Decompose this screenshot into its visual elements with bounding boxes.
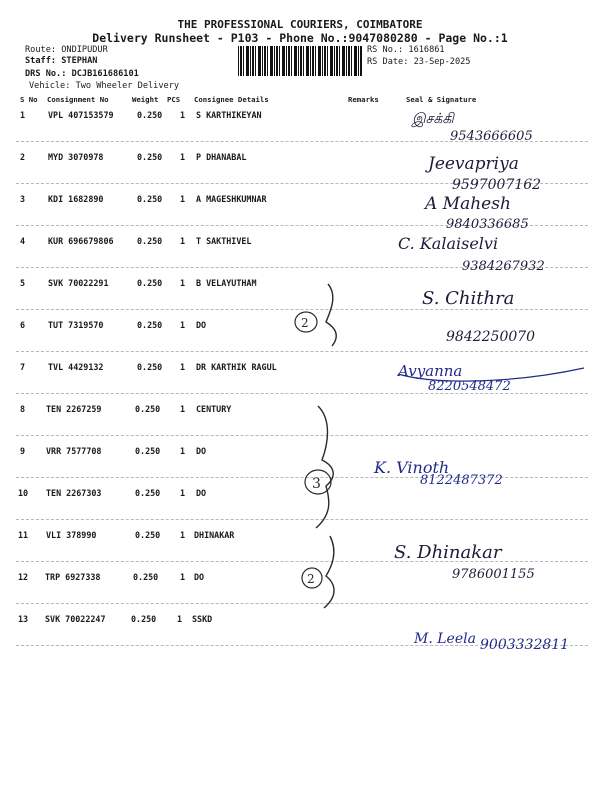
row-consignment: KUR 696679806 bbox=[48, 236, 114, 246]
count-mark-1: 2 bbox=[301, 316, 309, 330]
signature-3-name: A Mahesh bbox=[425, 194, 511, 214]
row-pcs: 1 bbox=[180, 530, 186, 540]
vehicle-label: Vehicle: Two Wheeler Delivery bbox=[29, 81, 180, 91]
row-divider bbox=[16, 351, 588, 352]
col-weight: Weight bbox=[132, 95, 159, 104]
row-weight: 0.250 bbox=[137, 362, 163, 372]
row-pcs: 1 bbox=[180, 362, 186, 372]
col-consignment: Consignment No bbox=[47, 95, 109, 104]
row-sno: 10 bbox=[18, 488, 29, 498]
row-pcs: 1 bbox=[180, 488, 186, 498]
signature-6-phone: 8220548472 bbox=[428, 379, 511, 394]
row-pcs: 1 bbox=[180, 236, 186, 246]
row-sno: 8 bbox=[20, 404, 26, 414]
route-label: Route: ONDIPUDUR bbox=[25, 45, 108, 55]
signature-5-name: S. Chithra bbox=[422, 288, 515, 309]
row-consignee: A MAGESHKUMNAR bbox=[196, 194, 267, 204]
row-pcs: 1 bbox=[180, 320, 186, 330]
col-consignee: Consignee Details bbox=[194, 95, 269, 104]
row-weight: 0.250 bbox=[137, 320, 163, 330]
row-weight: 0.250 bbox=[135, 446, 161, 456]
row-divider bbox=[16, 309, 588, 310]
barcode bbox=[238, 46, 362, 76]
row-weight: 0.250 bbox=[137, 110, 163, 120]
row-pcs: 1 bbox=[180, 110, 186, 120]
row-divider bbox=[16, 561, 588, 562]
row-weight: 0.250 bbox=[131, 614, 157, 624]
row-consignee: DO bbox=[196, 488, 207, 498]
row-consignment: SVK 70022291 bbox=[48, 278, 109, 288]
rs-number: RS No.: 1616861 bbox=[367, 45, 445, 55]
row-consignee: DO bbox=[194, 572, 205, 582]
signature-2-phone: 9597007162 bbox=[452, 177, 542, 193]
table-row bbox=[0, 484, 600, 526]
signature-5-phone: 9842250070 bbox=[446, 329, 536, 345]
signature-3-phone: 9840336685 bbox=[446, 217, 529, 232]
row-pcs: 1 bbox=[180, 446, 186, 456]
signature-9-phone: 9003332811 bbox=[480, 637, 570, 653]
row-consignee: DR KARTHIK RAGUL bbox=[196, 362, 277, 372]
signature-2-name: Jeevapriya bbox=[428, 154, 519, 174]
row-pcs: 1 bbox=[180, 278, 186, 288]
table-row bbox=[0, 442, 600, 484]
col-sno: S No bbox=[20, 95, 38, 104]
count-mark-3: 2 bbox=[307, 572, 315, 586]
row-consignment: TRP 6927338 bbox=[45, 572, 101, 582]
row-sno: 9 bbox=[20, 446, 26, 456]
row-weight: 0.250 bbox=[137, 236, 163, 246]
row-weight: 0.250 bbox=[137, 278, 163, 288]
drs-number: DRS No.: DCJB161686101 bbox=[25, 69, 139, 79]
row-consignment: TUT 7319570 bbox=[48, 320, 104, 330]
company-title: THE PROFESSIONAL COURIERS, COIMBATORE bbox=[177, 18, 423, 31]
signature-1-name: இசக்கி bbox=[412, 111, 454, 127]
row-sno: 1 bbox=[20, 110, 26, 120]
row-consignee: DHINAKAR bbox=[194, 530, 235, 540]
row-sno: 11 bbox=[18, 530, 29, 540]
row-consignment: TVL 4429132 bbox=[48, 362, 104, 372]
row-consignment: VPL 407153579 bbox=[48, 110, 114, 120]
row-sno: 3 bbox=[20, 194, 26, 204]
row-sno: 4 bbox=[20, 236, 26, 246]
row-pcs: 1 bbox=[177, 614, 183, 624]
table-row bbox=[0, 526, 600, 568]
signature-1-phone: 9543666605 bbox=[450, 129, 533, 144]
row-pcs: 1 bbox=[180, 404, 186, 414]
row-consignment: VLI 378990 bbox=[46, 530, 97, 540]
row-sno: 12 bbox=[18, 572, 29, 582]
row-consignment: SVK 70022247 bbox=[45, 614, 106, 624]
row-consignee: SSKD bbox=[192, 614, 213, 624]
col-seal-signature: Seal & Signature bbox=[406, 95, 477, 104]
row-consignment: KDI 1682890 bbox=[48, 194, 104, 204]
col-pcs: PCS bbox=[167, 95, 181, 104]
row-divider bbox=[16, 603, 588, 604]
signature-6-name: Avyanna bbox=[398, 362, 463, 380]
row-weight: 0.250 bbox=[133, 572, 159, 582]
row-sno: 7 bbox=[20, 362, 26, 372]
count-mark-2: 3 bbox=[312, 476, 321, 492]
signature-8-phone: 9786001155 bbox=[452, 567, 535, 582]
table-row bbox=[0, 400, 600, 442]
row-pcs: 1 bbox=[180, 194, 186, 204]
row-consignment: MYD 3070978 bbox=[48, 152, 104, 162]
row-consignee: DO bbox=[196, 320, 207, 330]
row-weight: 0.250 bbox=[135, 530, 161, 540]
staff-label: Staff: STEPHAN bbox=[25, 56, 98, 66]
runsheet-subtitle: Delivery Runsheet - P103 - Phone No.:9047080280 - Page No.:1 bbox=[92, 31, 508, 45]
row-weight: 0.250 bbox=[137, 152, 163, 162]
signature-9-name: M. Leela bbox=[414, 631, 476, 647]
row-consignment: TEN 2267259 bbox=[46, 404, 102, 414]
row-consignment: TEN 2267303 bbox=[46, 488, 102, 498]
row-sno: 2 bbox=[20, 152, 26, 162]
row-weight: 0.250 bbox=[135, 404, 161, 414]
row-consignee: CENTURY bbox=[196, 404, 232, 414]
row-divider bbox=[16, 435, 588, 436]
signature-7-phone: 8122487372 bbox=[420, 473, 503, 488]
row-consignee: B VELAYUTHAM bbox=[196, 278, 257, 288]
col-remarks: Remarks bbox=[348, 95, 379, 104]
row-sno: 5 bbox=[20, 278, 26, 288]
row-sno: 13 bbox=[18, 614, 29, 624]
row-consignee: S KARTHIKEYAN bbox=[196, 110, 262, 120]
rs-date: RS Date: 23-Sep-2025 bbox=[367, 57, 471, 67]
row-weight: 0.250 bbox=[137, 194, 163, 204]
row-weight: 0.250 bbox=[135, 488, 161, 498]
row-consignee: P DHANABAL bbox=[196, 152, 247, 162]
row-sno: 6 bbox=[20, 320, 26, 330]
row-consignee: T SAKTHIVEL bbox=[196, 236, 252, 246]
signature-4-phone: 9384267932 bbox=[462, 259, 545, 274]
row-divider bbox=[16, 519, 588, 520]
row-consignment: VRR 7577708 bbox=[46, 446, 102, 456]
row-consignee: DO bbox=[196, 446, 207, 456]
row-pcs: 1 bbox=[180, 572, 186, 582]
signature-7-name: K. Vinoth bbox=[374, 458, 450, 477]
signature-8-name: S. Dhinakar bbox=[394, 542, 502, 563]
row-pcs: 1 bbox=[180, 152, 186, 162]
signature-4-name: C. Kalaiselvi bbox=[398, 234, 499, 253]
